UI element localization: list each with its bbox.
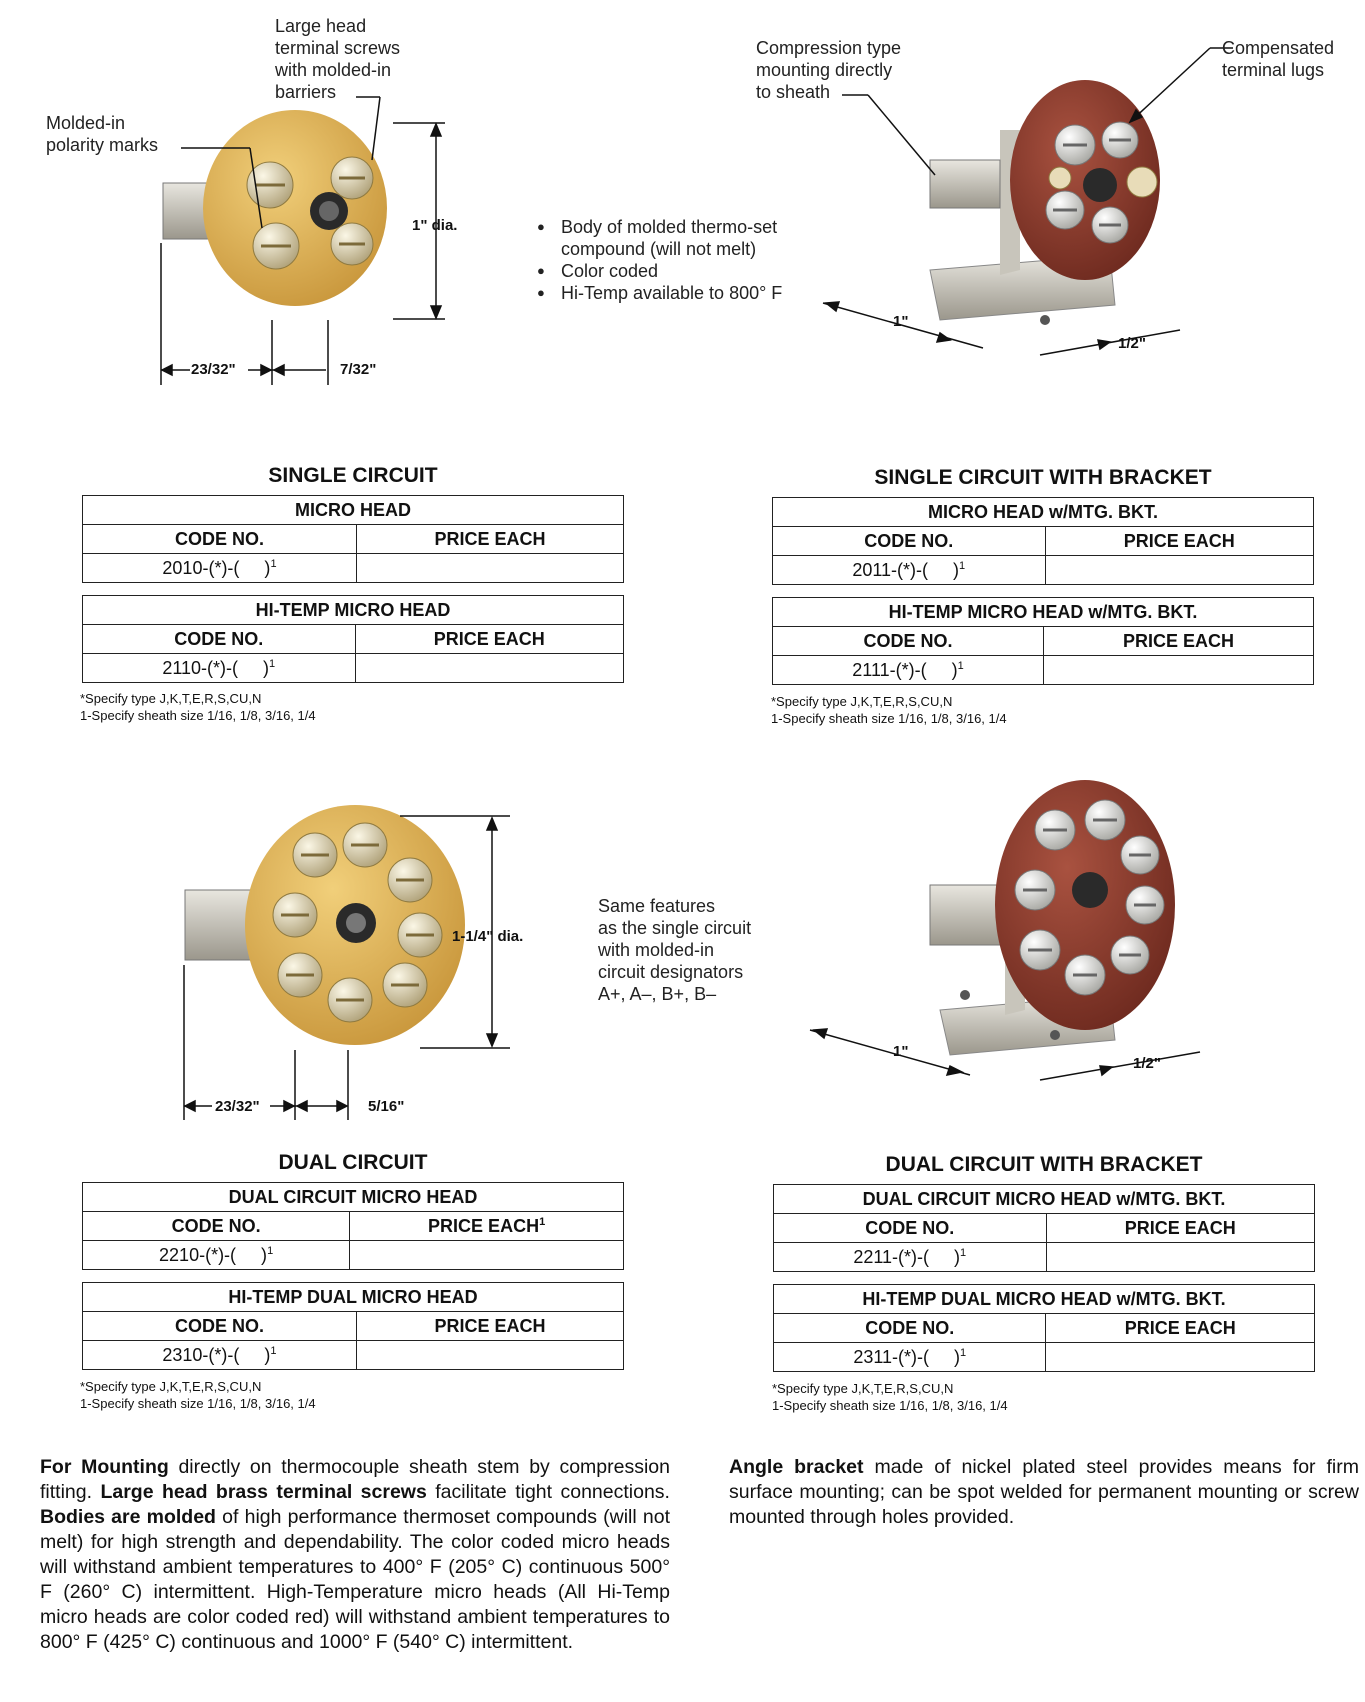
feature-item: ● Color coded bbox=[537, 260, 797, 282]
price-cell bbox=[350, 1241, 624, 1270]
price-each-header: PRICE EACH bbox=[356, 525, 623, 554]
price-cell bbox=[356, 554, 623, 583]
code-footnote: 1 bbox=[270, 557, 277, 570]
table-title: HI-TEMP DUAL MICRO HEAD w/MTG. BKT. bbox=[774, 1285, 1315, 1314]
dual-circuit-title: DUAL CIRCUIT bbox=[278, 1151, 428, 1174]
table-title: HI-TEMP MICRO HEAD bbox=[83, 596, 624, 625]
mounting-text-2: facilitate tight connections. bbox=[426, 1481, 670, 1503]
polarity-callout: Molded-in polarity marks bbox=[46, 113, 159, 155]
code-no-header: CODE NO. bbox=[774, 1214, 1047, 1243]
code-no-header: CODE NO. bbox=[83, 625, 356, 654]
code-cell bbox=[83, 654, 356, 683]
dim-1-2-dual: 1/2" bbox=[1133, 1055, 1161, 1072]
code-cell bbox=[83, 1341, 357, 1370]
mounting-paragraph bbox=[40, 1455, 670, 1655]
circuit-designators: A+, A–, B+, B– bbox=[598, 984, 717, 1004]
bracket-paragraph bbox=[729, 1455, 1359, 1530]
code-footnote: 1 bbox=[957, 659, 964, 672]
note-type: *Specify type J,K,T,E,R,S,CU,N bbox=[771, 694, 953, 709]
hi-temp-micro-head-bracket-table bbox=[772, 597, 1314, 685]
dim-1-inch-dual: 1" bbox=[893, 1043, 909, 1060]
hi-temp-dual-micro-head-table bbox=[82, 1282, 624, 1370]
price-each-header: PRICE EACH bbox=[1046, 1314, 1315, 1343]
compensated-callout: Compensated terminal lugs bbox=[1222, 38, 1335, 80]
table-title: HI-TEMP MICRO HEAD w/MTG. BKT. bbox=[773, 598, 1314, 627]
dual-circuit-bracket-image bbox=[930, 780, 1175, 1055]
code-cell bbox=[773, 656, 1044, 685]
table-title: HI-TEMP DUAL MICRO HEAD bbox=[83, 1283, 624, 1312]
table-title: MICRO HEAD bbox=[83, 496, 624, 525]
note-sheath: 1-Specify sheath size 1/16, 1/8, 3/16, 1/4 bbox=[771, 711, 1007, 726]
note-type: *Specify type J,K,T,E,R,S,CU,N bbox=[80, 1379, 262, 1394]
micro-head-table bbox=[82, 495, 624, 583]
dual-notes bbox=[80, 1378, 316, 1412]
code-value: 2211-(*)-( ) bbox=[853, 1246, 961, 1267]
single-bracket-notes bbox=[771, 693, 1007, 727]
code-no-header: CODE NO. bbox=[83, 525, 357, 554]
bracket-text: made of nickel plated steel provides means for firm surface mounting; can be spot welded for permanent mounting or screw mounted through holes provided. bbox=[729, 1456, 1360, 1528]
price-each-header: PRICE EACH bbox=[356, 1312, 623, 1341]
dim-5-16: 5/16" bbox=[368, 1098, 405, 1115]
code-value: 2311-(*)-( ) bbox=[853, 1346, 961, 1367]
table-title: DUAL CIRCUIT MICRO HEAD w/MTG. BKT. bbox=[774, 1185, 1315, 1214]
dual-micro-head-table bbox=[82, 1182, 624, 1270]
dim-1-2: 1/2" bbox=[1118, 335, 1146, 352]
code-value: 2011-(*)-( ) bbox=[852, 559, 960, 580]
compression-callout: Compression type mounting directly to sheath bbox=[756, 38, 902, 102]
price-cell bbox=[356, 1341, 623, 1370]
feature-item: ● Body of molded thermo-set compound (will not melt) bbox=[537, 216, 797, 260]
dual-description: Same features as the single circuit with molded-in circuit designators bbox=[598, 896, 752, 982]
dim-1-inch: 1" bbox=[893, 313, 909, 330]
code-no-header: CODE NO. bbox=[773, 527, 1046, 556]
single-circuit-micro-head-image bbox=[163, 110, 387, 306]
dim-23-32-dual: 23/32" bbox=[215, 1098, 260, 1115]
note-type: *Specify type J,K,T,E,R,S,CU,N bbox=[772, 1381, 954, 1396]
dim-1-1-4-dia: 1-1/4" dia. bbox=[452, 928, 524, 945]
code-value: 2310-(*)-( ) bbox=[162, 1344, 271, 1365]
price-each-header: PRICE EACH bbox=[1044, 627, 1314, 656]
price-cell bbox=[1045, 556, 1314, 585]
price-each-header-cell bbox=[350, 1212, 624, 1241]
bracket-lead: Angle bracket bbox=[729, 1456, 864, 1478]
code-cell bbox=[83, 554, 357, 583]
code-cell bbox=[773, 556, 1046, 585]
dual-bracket-title: DUAL CIRCUIT WITH BRACKET bbox=[885, 1153, 1203, 1176]
single-circuit-bracket-image bbox=[930, 80, 1160, 325]
mounting-text-3: of high performance thermoset compounds (will not melt) for high strength and dependability. The color coded micro heads will withstand ambient temperatures to 400° F (205° C) continuous 500° F (260° C) intermittent. High-Temperature micro heads (All Hi-Temp micro heads are color coded red) will withstand ambient temperatures to 800° F (425° C) continuous and 1000° F (540° C) intermittent. bbox=[40, 1506, 670, 1653]
code-footnote: 1 bbox=[959, 559, 966, 572]
code-no-header: CODE NO. bbox=[774, 1314, 1046, 1343]
dim-7-32: 7/32" bbox=[340, 361, 377, 378]
code-footnote: 1 bbox=[960, 1346, 967, 1359]
terminal-screws-lead: Large head brass terminal screws bbox=[100, 1481, 427, 1503]
note-sheath: 1-Specify sheath size 1/16, 1/8, 3/16, 1/4 bbox=[80, 1396, 316, 1411]
code-cell bbox=[83, 1241, 350, 1270]
dim-1-dia: 1" dia. bbox=[412, 217, 458, 234]
code-footnote: 1 bbox=[267, 1244, 274, 1257]
note-sheath: 1-Specify sheath size 1/16, 1/8, 3/16, 1/4 bbox=[772, 1398, 1008, 1413]
code-no-header: CODE NO. bbox=[773, 627, 1044, 656]
note-type: *Specify type J,K,T,E,R,S,CU,N bbox=[80, 691, 262, 706]
hi-temp-micro-head-table bbox=[82, 595, 624, 683]
dim-23-32: 23/32" bbox=[191, 361, 236, 378]
hi-temp-dual-micro-head-bracket-table bbox=[773, 1284, 1315, 1372]
price-footnote: 1 bbox=[539, 1215, 546, 1228]
price-cell bbox=[355, 654, 624, 683]
table-title: MICRO HEAD w/MTG. BKT. bbox=[773, 498, 1314, 527]
code-footnote: 1 bbox=[960, 1246, 967, 1259]
dual-micro-head-bracket-table bbox=[773, 1184, 1315, 1272]
dual-bracket-notes bbox=[772, 1380, 1008, 1414]
price-cell bbox=[1046, 1343, 1315, 1372]
code-no-header: CODE NO. bbox=[83, 1212, 350, 1241]
price-cell bbox=[1044, 656, 1314, 685]
code-value: 2110-(*)-( ) bbox=[162, 657, 270, 678]
code-value: 2210-(*)-( ) bbox=[159, 1244, 268, 1265]
bodies-lead: Bodies are molded bbox=[40, 1506, 216, 1528]
price-each-header: PRICE EACH bbox=[428, 1215, 540, 1236]
price-each-header: PRICE EACH bbox=[1045, 527, 1314, 556]
code-footnote: 1 bbox=[269, 657, 276, 670]
mounting-lead: For Mounting bbox=[40, 1456, 169, 1478]
code-no-header: CODE NO. bbox=[83, 1312, 357, 1341]
single-notes bbox=[80, 690, 316, 724]
code-cell bbox=[774, 1243, 1047, 1272]
dual-circuit-micro-head-image bbox=[185, 805, 465, 1045]
feature-item: ● Hi-Temp available to 800° F bbox=[537, 282, 797, 304]
code-value: 2010-(*)-( ) bbox=[162, 557, 271, 578]
code-value: 2111-(*)-( ) bbox=[852, 659, 958, 680]
code-cell bbox=[774, 1343, 1046, 1372]
single-circuit-title: SINGLE CIRCUIT bbox=[268, 464, 438, 487]
mounting-text-1: directly on thermocouple sheath stem by compression fitting. bbox=[40, 1456, 670, 1503]
single-bracket-title: SINGLE CIRCUIT WITH BRACKET bbox=[874, 466, 1212, 489]
table-title: DUAL CIRCUIT MICRO HEAD bbox=[83, 1183, 624, 1212]
feature-list bbox=[537, 216, 797, 304]
micro-head-bracket-table bbox=[772, 497, 1314, 585]
price-each-header: PRICE EACH bbox=[1046, 1214, 1315, 1243]
note-sheath: 1-Specify sheath size 1/16, 1/8, 3/16, 1/4 bbox=[80, 708, 316, 723]
price-cell bbox=[1046, 1243, 1315, 1272]
code-footnote: 1 bbox=[270, 1344, 277, 1357]
price-each-header: PRICE EACH bbox=[355, 625, 624, 654]
large-head-callout: Large head terminal screws with molded-in barriers bbox=[275, 16, 401, 102]
